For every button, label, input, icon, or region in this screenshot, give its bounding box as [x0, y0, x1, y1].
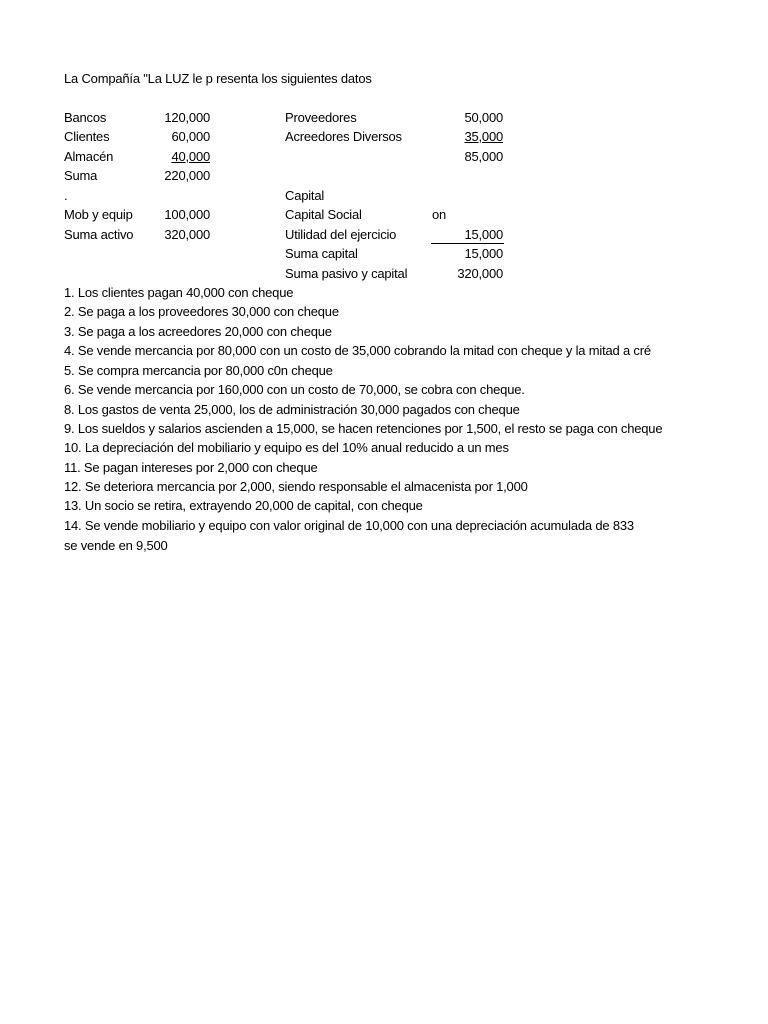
bancos-label: Bancos	[64, 110, 107, 125]
capital-social-label: Capital Social	[285, 207, 362, 222]
acreedores-label: Acreedores Diversos	[285, 129, 402, 144]
clientes-label: Clientes	[64, 129, 110, 144]
almacen-value-underlined: 40,000	[171, 149, 210, 164]
clientes-value: 60,000	[171, 129, 210, 144]
acreedores-value	[420, 129, 503, 145]
transaction-item: 5. Se compra mercancia por 80,000 c0n cheque	[64, 363, 333, 378]
capital-social-value: on	[432, 207, 447, 222]
transaction-item: 6. Se vende mercancia por 160,000 con un costo de 70,000, se cobra con cheque.	[64, 382, 525, 397]
dot-marker: .	[64, 188, 68, 203]
proveedores-label: Proveedores	[285, 110, 357, 125]
almacen-label: Almacén	[64, 149, 114, 164]
suma-capital-value: 15,000	[464, 246, 503, 261]
transaction-item: 9. Los sueldos y salarios ascienden a 15,000, se hacen retenciones por 1,500, el resto se paga con cheque	[64, 421, 663, 436]
transaction-item: 10. La depreciación del mobiliario y equipo es del 10% anual reducido a un mes	[64, 440, 509, 455]
transaction-item: 12. Se deteriora mercancia por 2,000, siendo responsable el almacenista por 1,000	[64, 479, 528, 494]
mob-equip-label: Mob y equip	[64, 207, 133, 222]
transaction-item: 4. Se vende mercancia por 80,000 con un costo de 35,000 cobrando la mitad con cheque y la mitad a cré	[64, 343, 651, 358]
suma-activo-label: Suma activo	[64, 227, 134, 242]
suma-pasivo-capital-label: Suma pasivo y capital	[285, 266, 408, 281]
transaction-item: 14. Se vende mobiliario y equipo con valor original de 10,000 con una depreciación acumulada de 833	[64, 518, 634, 533]
suma-label: Suma	[64, 168, 98, 183]
total-pasivo-value: 85,000	[464, 149, 503, 164]
utilidad-value: 15,000	[464, 227, 503, 242]
transaction-item: 11. Se pagan intereses por 2,000 con cheque	[64, 460, 318, 475]
proveedores-value: 50,000	[464, 110, 503, 125]
document-title: La Compañía "La LUZ le p resenta los siguientes datos	[64, 71, 372, 86]
suma-value: 220,000	[164, 168, 210, 183]
suma-pasivo-capital-value: 320,000	[457, 266, 503, 281]
almacen-value	[140, 149, 210, 165]
suma-activo-value: 320,000	[164, 227, 210, 242]
mob-equip-value: 100,000	[164, 207, 210, 222]
transaction-item: 1. Los clientes pagan 40,000 con cheque	[64, 285, 294, 300]
transaction-item: 3. Se paga a los acreedores 20,000 con cheque	[64, 324, 332, 339]
acreedores-value-underlined: 35,000	[464, 129, 503, 144]
bancos-value: 120,000	[164, 110, 210, 125]
transaction-item: se vende en 9,500	[64, 538, 168, 553]
transaction-item: 8. Los gastos de venta 25,000, los de administración 30,000 pagados con cheque	[64, 402, 520, 417]
transaction-item: 2. Se paga a los proveedores 30,000 con cheque	[64, 304, 339, 319]
suma-capital-label: Suma capital	[285, 246, 358, 261]
transaction-item: 13. Un socio se retira, extrayendo 20,000 de capital, con cheque	[64, 498, 423, 513]
utilidad-label: Utilidad del ejercicio	[285, 227, 397, 242]
capital-total-rule	[431, 243, 504, 244]
capital-heading: Capital	[285, 188, 325, 203]
